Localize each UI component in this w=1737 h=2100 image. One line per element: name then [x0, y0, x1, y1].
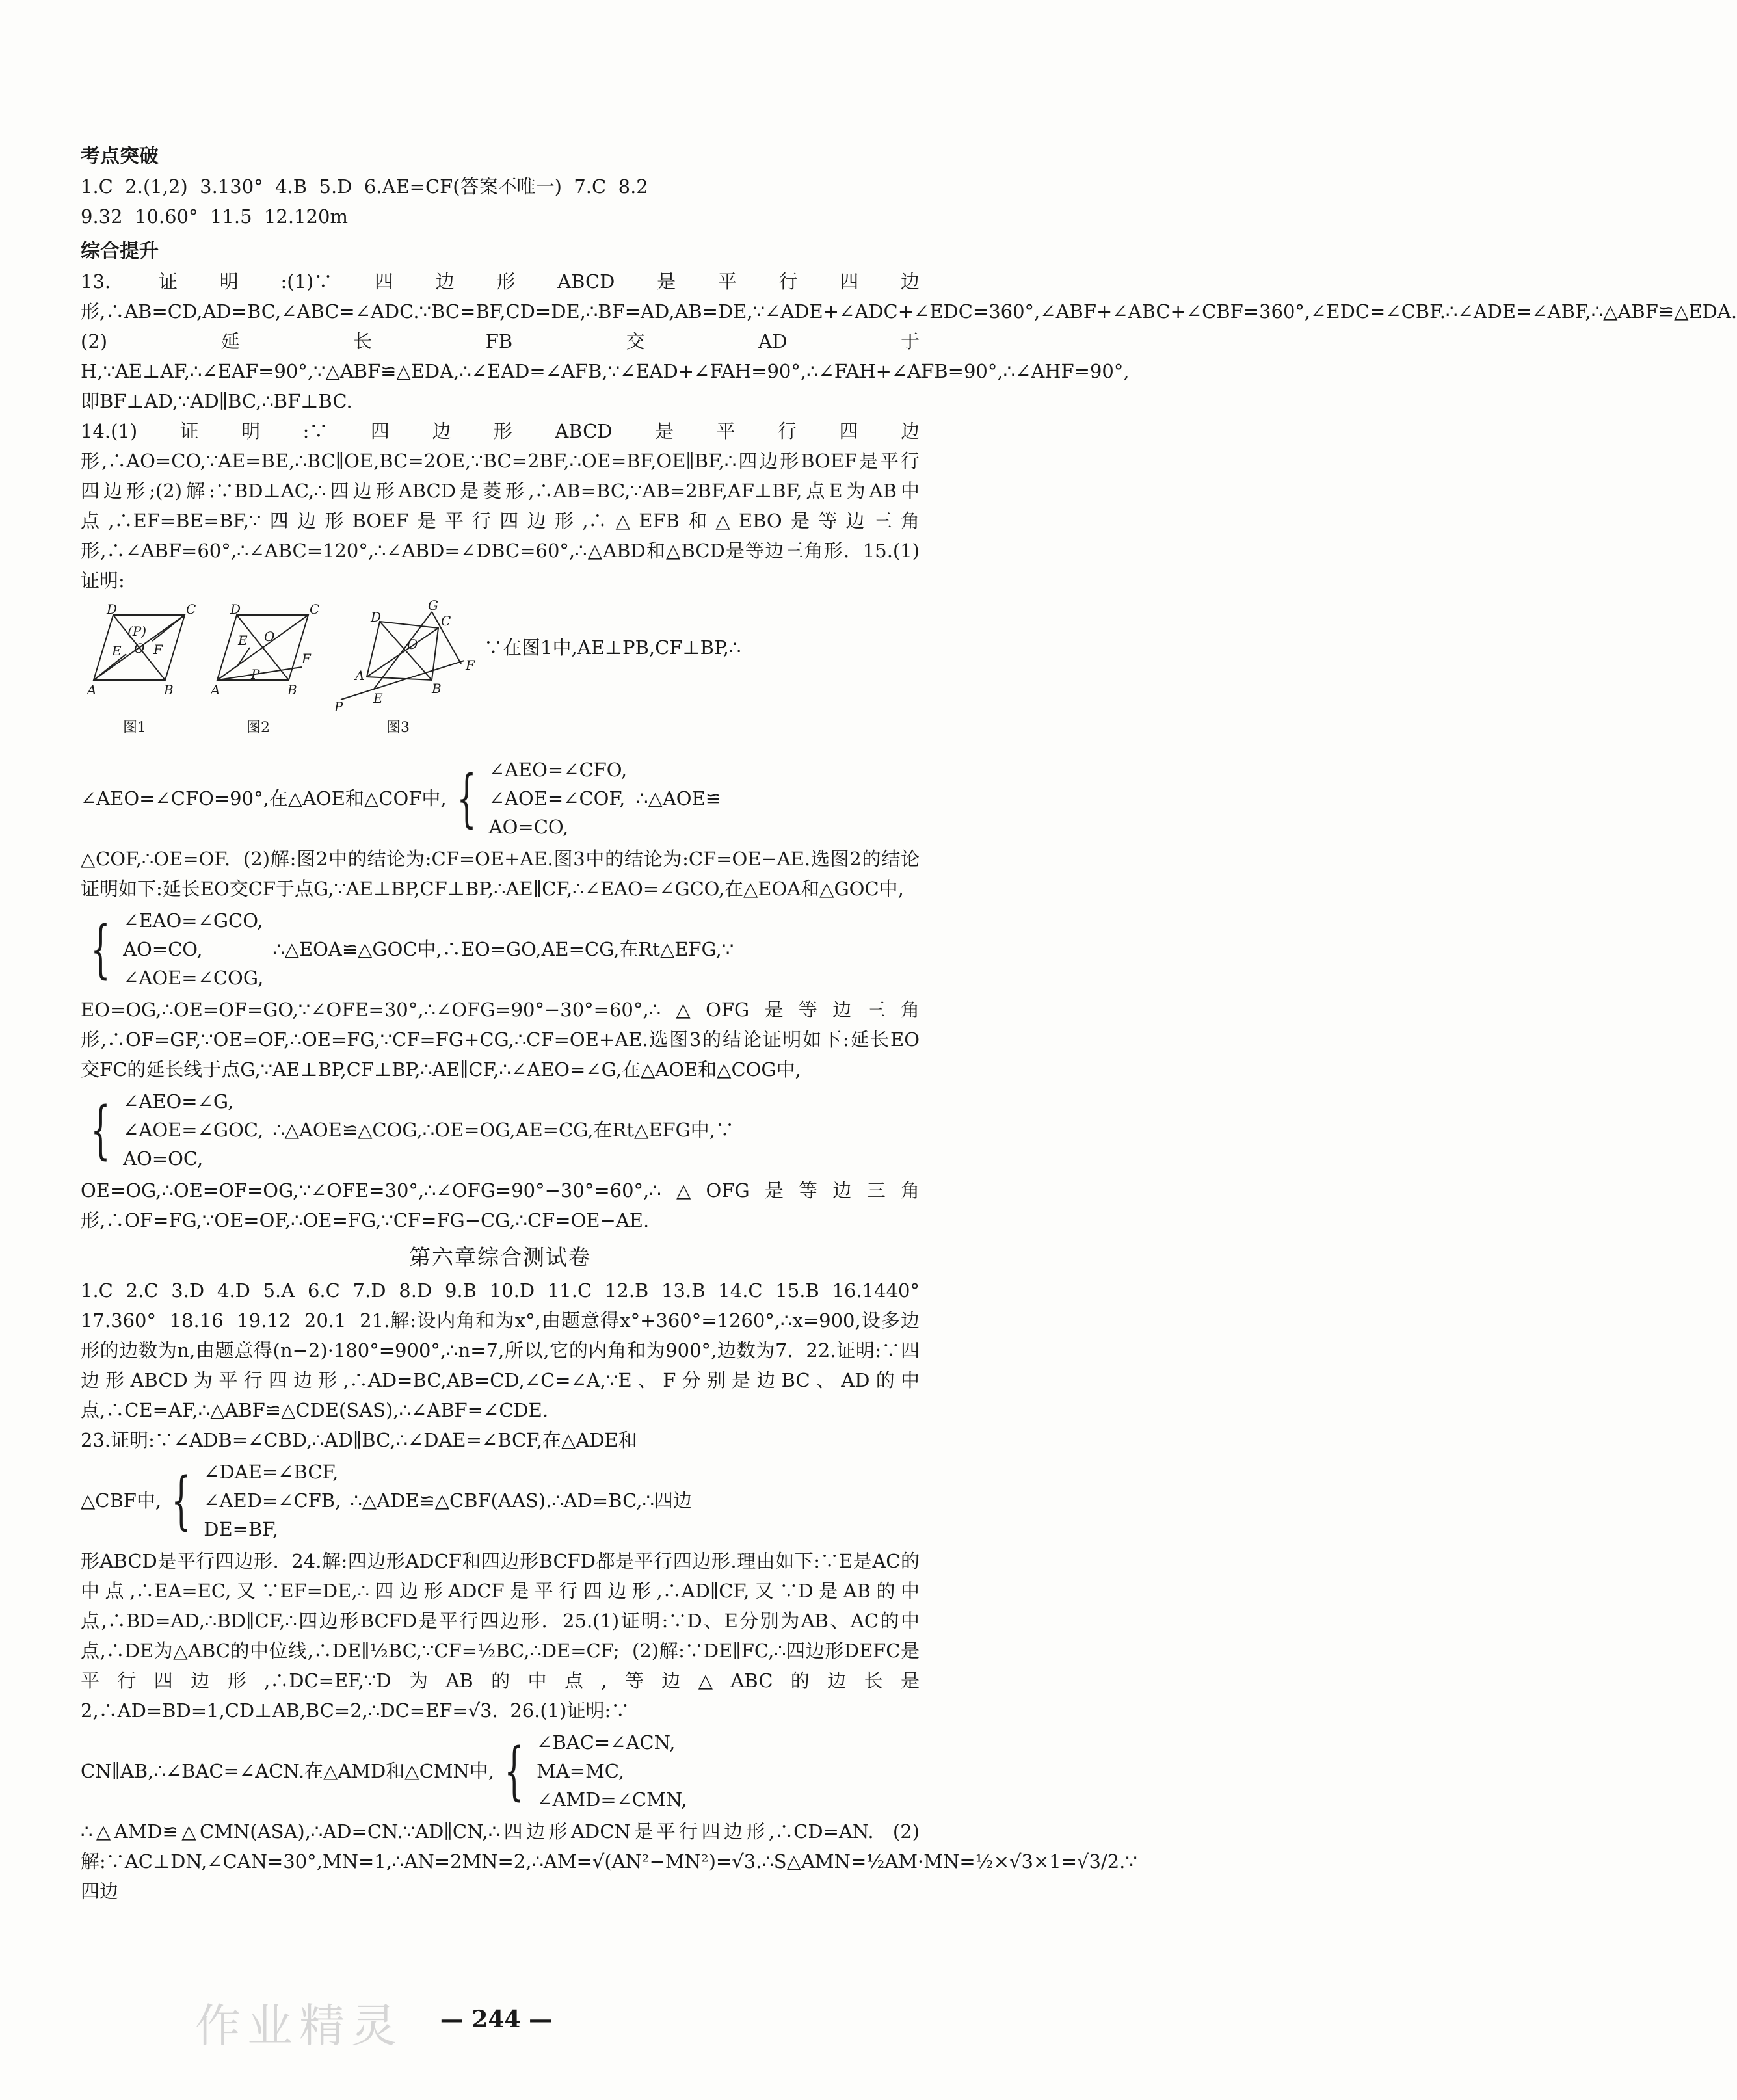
system-4	[81, 1458, 920, 1543]
fig2-label-p: P	[251, 666, 260, 682]
chapter6-26-pre: CN∥AB,∴∠BAC=∠ACN.在△AMD和△CMN中,	[81, 1760, 495, 1782]
brace-1: {	[456, 762, 477, 835]
brace-3: {	[90, 1094, 111, 1166]
solution-14: 14.(1)证明:∵四边形ABCD是平行四边形,∴AO=CO,∵AE=BE,∴BC∥OE,BC=2OE,∵BC=2BF,∴OE=BF,OE∥BF,∴四边形BOEF是平行四边形;(2)解:∵BD⊥AC,∴四边形ABCD是菱形,∴AB=BC,∵AB=2BF,AF⊥BF,点E为AB中点,∴EF=BE=BF,∵四边形BOEF是平行四边形,∴△EFB和△EBO是等边三角形,∴∠ABF=60°,∴∠ABC=120°,∴∠ABD=∠DBC=60°,∴△ABD和△BCD是等边三角形. 15.(1)证明:	[81, 420, 920, 592]
sys3-line: ∠AEO=∠G,	[123, 1090, 234, 1112]
chapter6-23-pre: △CBF中,	[81, 1490, 162, 1512]
sys4-after: ∴△ADE≌△CBF(AAS).∴AD=BC,∴四边	[350, 1490, 692, 1512]
sys1-line: ∠AEO=∠CFO,	[488, 759, 628, 781]
chapter6-part-1: 1.C 2.C 3.D 4.D 5.A 6.C 7.D 8.D 9.B 10.D 11.C 12.B 13.B 14.C 15.B 16.1440° 17.360° 18.16 19.12 20.1 21.解:设内角和为x°,由题意得x°+360°=1260°,∴x=900,设多边形的边数为n,由题意得(n−2)·180°=900°,∴n=7,所以,它的内角和为900°,边数为7. 22.证明:∵四边形ABCD为平行四边形,∴AD=BC,AB=CD,∠C=∠A,∵E、F分别是边BC、AD的中点,∴CE=AF,∴△ABF≌△CDE(SAS),∴∠ABF=∠CDE.	[81, 1280, 932, 1421]
solution-15-a: ∠AEO=∠CFO=90°,在△AOE和△COF中,	[81, 787, 447, 809]
section-title-zonghe: 综合提升	[81, 240, 159, 263]
brace-4: {	[171, 1464, 191, 1537]
sys1-line: AO=CO,	[488, 816, 569, 838]
fig3-caption: 图3	[386, 720, 410, 736]
fig1-label-a: A	[87, 682, 97, 698]
fig3-label-e: E	[373, 690, 383, 706]
system-2-lines	[123, 906, 263, 992]
fig1-label-p: (P)	[127, 623, 147, 639]
sys4-line: ∠DAE=∠BCF,	[204, 1461, 339, 1483]
fig1-caption: 图1	[123, 720, 146, 736]
system-1-lines	[489, 755, 627, 841]
sys3-after: ∴△AOE≌△COG,∴OE=OG,AE=CG,在Rt△EFG中,∵	[272, 1119, 734, 1141]
fig1-label-f: F	[153, 642, 163, 657]
sys5-line: ∠BAC=∠ACN,	[537, 1731, 676, 1753]
brace-5: {	[504, 1735, 524, 1807]
solution-15-b: △COF,∴OE=OF. (2)解:图2中的结论为:CF=OE+AE.图3中的结论为:CF=OE−AE.选图2的结论证明如下:延长EO交CF于点G,∵AE⊥BP,CF⊥BP,∴AE∥CF,∴∠EAO=∠GCO,在△EOA和△GOC中,	[81, 848, 920, 900]
fig3-label-g: G	[428, 597, 438, 613]
sys4-line: ∠AED=∠CFB,	[204, 1490, 341, 1512]
answer-page	[81, 137, 1737, 1906]
system-5-lines	[537, 1728, 687, 1814]
sys2-line: ∠AOE=∠COG,	[123, 967, 264, 989]
sys2-line: ∠EAO=∠GCO,	[123, 910, 263, 932]
fig1-label-b: B	[164, 682, 174, 698]
fig3-label-p: P	[334, 699, 343, 715]
figure-3	[334, 597, 484, 752]
figure-side-text: ∵在图1中,AE⊥PB,CF⊥BP,∴	[484, 637, 741, 659]
fig2-label-c: C	[310, 601, 320, 617]
fig1-label-o: O	[134, 640, 145, 656]
fig2-label-o: O	[264, 629, 275, 644]
chapter-title: 第六章综合测试卷	[409, 1244, 591, 1270]
sys4-line: DE=BF,	[204, 1518, 279, 1540]
chapter6-part-3: ∴△AMD≌△CMN(ASA),∴AD=CN.∵AD∥CN,∴四边形ADCN是平行四边形,∴CD=AN. (2)解:∵AC⊥DN,∠CAN=30°,MN=1,∴AN=2MN=2,∴AM=√(AN²−MN²)=√3.∴S△AMN=½AM·MN=½×√3×1=√3/2.∵四边	[81, 1820, 1137, 1902]
fig3-label-f: F	[466, 657, 475, 673]
system-2	[81, 906, 920, 992]
fig2-label-f: F	[302, 651, 311, 666]
solution-15-d: OE=OG,∴OE=OF=OG,∵∠OFE=30°,∴∠OFG=90°−30°=60°,∴△OFG是等边三角形,∴OF=FG,∵OE=OF,∴OE=FG,∵CF=FG−CG,∴CF=OE−AE.	[81, 1179, 920, 1231]
watermark-bottom: 作业精灵	[195, 1999, 403, 2053]
sys5-line: MA=MC,	[537, 1760, 625, 1782]
brace-2: {	[90, 913, 111, 986]
figure-1	[87, 602, 198, 752]
sys2-line: AO=CO,	[123, 938, 203, 960]
system-1	[81, 755, 920, 841]
system-3	[81, 1087, 920, 1173]
solution-15-c: EO=OG,∴OE=OF=GO,∵∠OFE=30°,∴∠OFG=90°−30°=60°,∴△OFG是等边三角形,∴OF=GF,∵OE=OF,∴OE=FG,∵CF=FG+CG,∴CF=OE+AE.选图3的结论证明如下:延长EO交FC的延长线于点G,∵AE⊥BP,CF⊥BP,∴AE∥CF,∴∠AEO=∠G,在△AOE和△COG中,	[81, 999, 920, 1081]
answer-line-2: 9.32 10.60° 11.5 12.120m	[81, 205, 348, 228]
system-4-lines	[204, 1458, 341, 1543]
fig1-label-e: E	[112, 643, 122, 659]
fig3-label-b: B	[432, 681, 442, 696]
chapter6-23-a: 23.证明:∵∠ADB=∠CBD,∴AD∥BC,∴∠DAE=∠BCF,在△ADE和	[81, 1429, 637, 1451]
sys5-line: ∠AMD=∠CMN,	[537, 1789, 687, 1811]
answer-line-1: 1.C 2.(1,2) 3.130° 4.B 5.D 6.AE=CF(答案不唯一) 7.C 8.2	[81, 176, 648, 198]
sys2-after: ∴△EOA≌△GOC中,∴EO=GO,AE=CG,在Rt△EFG,∵	[272, 938, 734, 960]
sys1-after: ∴△AOE≌	[636, 787, 722, 809]
solution-13: 13. 证明:(1)∵四边形ABCD是平行四边形,∴AB=CD,AD=BC,∠ABC=∠ADC.∵BC=BF,CD=DE,∴BF=AD,AB=DE,∵∠ADE+∠ADC+∠EDC=360°,∠ABF+∠ABC+∠CBF=360°,∠EDC=∠CBF.∴∠ADE=∠ABF,∴△ABF≌△EDA. (2)延长FB交AD于H,∵AE⊥AF,∴∠EAF=90°,∵△ABF≌△EDA,∴∠EAD=∠AFB,∵∠EAD+∠FAH=90°,∴∠FAH+∠AFB=90°,∴∠AHF=90°,即BF⊥AD,∵AD∥BC,∴BF⊥BC.	[81, 270, 1737, 412]
chapter6-part-2: 形ABCD是平行四边形. 24.解:四边形ADCF和四边形BCFD都是平行四边形.理由如下:∵E是AC的中点,∴EA=EC,又∵EF=DE,∴四边形ADCF是平行四边形,∴AD∥CF,又∵D是AB的中点,∴BD=AD,∴BD∥CF,∴四边形BCFD是平行四边形. 25.(1)证明:∵D、E分别为AB、AC的中点,∴DE为△ABC的中位线,∴DE∥½BC,∵CF=½BC,∴DE=CF; (2)解:∵DE∥FC,∴四边形DEFC是平行四边形,∴DC=EF,∵D为AB的中点,等边△ABC的边长是2,∴AD=BD=1,CD⊥AB,BC=2,∴DC=EF=√3. 26.(1)证明:∵	[81, 1550, 920, 1722]
fig2-caption: 图2	[246, 720, 270, 736]
fig2-label-d: D	[230, 601, 241, 617]
sys3-line: ∠AOE=∠GOC,	[123, 1119, 264, 1141]
fig2-label-b: B	[287, 682, 297, 698]
fig3-label-o: O	[407, 637, 418, 652]
sys1-line: ∠AOE=∠COF,	[488, 787, 626, 809]
fig3-label-d: D	[371, 609, 382, 625]
section-title-kaodian: 考点突破	[81, 145, 159, 168]
system-5	[81, 1728, 920, 1814]
figure-2	[211, 602, 328, 752]
fig2-label-a: A	[211, 682, 220, 698]
fig1-label-d: D	[107, 601, 118, 617]
sys3-line: AO=OC,	[123, 1148, 204, 1170]
figure-row	[81, 597, 920, 752]
system-3-lines	[123, 1087, 263, 1173]
fig2-label-e: E	[238, 633, 248, 648]
page-number: — 244 —	[440, 2006, 553, 2033]
fig1-label-c: C	[186, 601, 196, 617]
fig3-label-a: A	[355, 668, 365, 683]
fig3-label-c: C	[441, 613, 451, 629]
